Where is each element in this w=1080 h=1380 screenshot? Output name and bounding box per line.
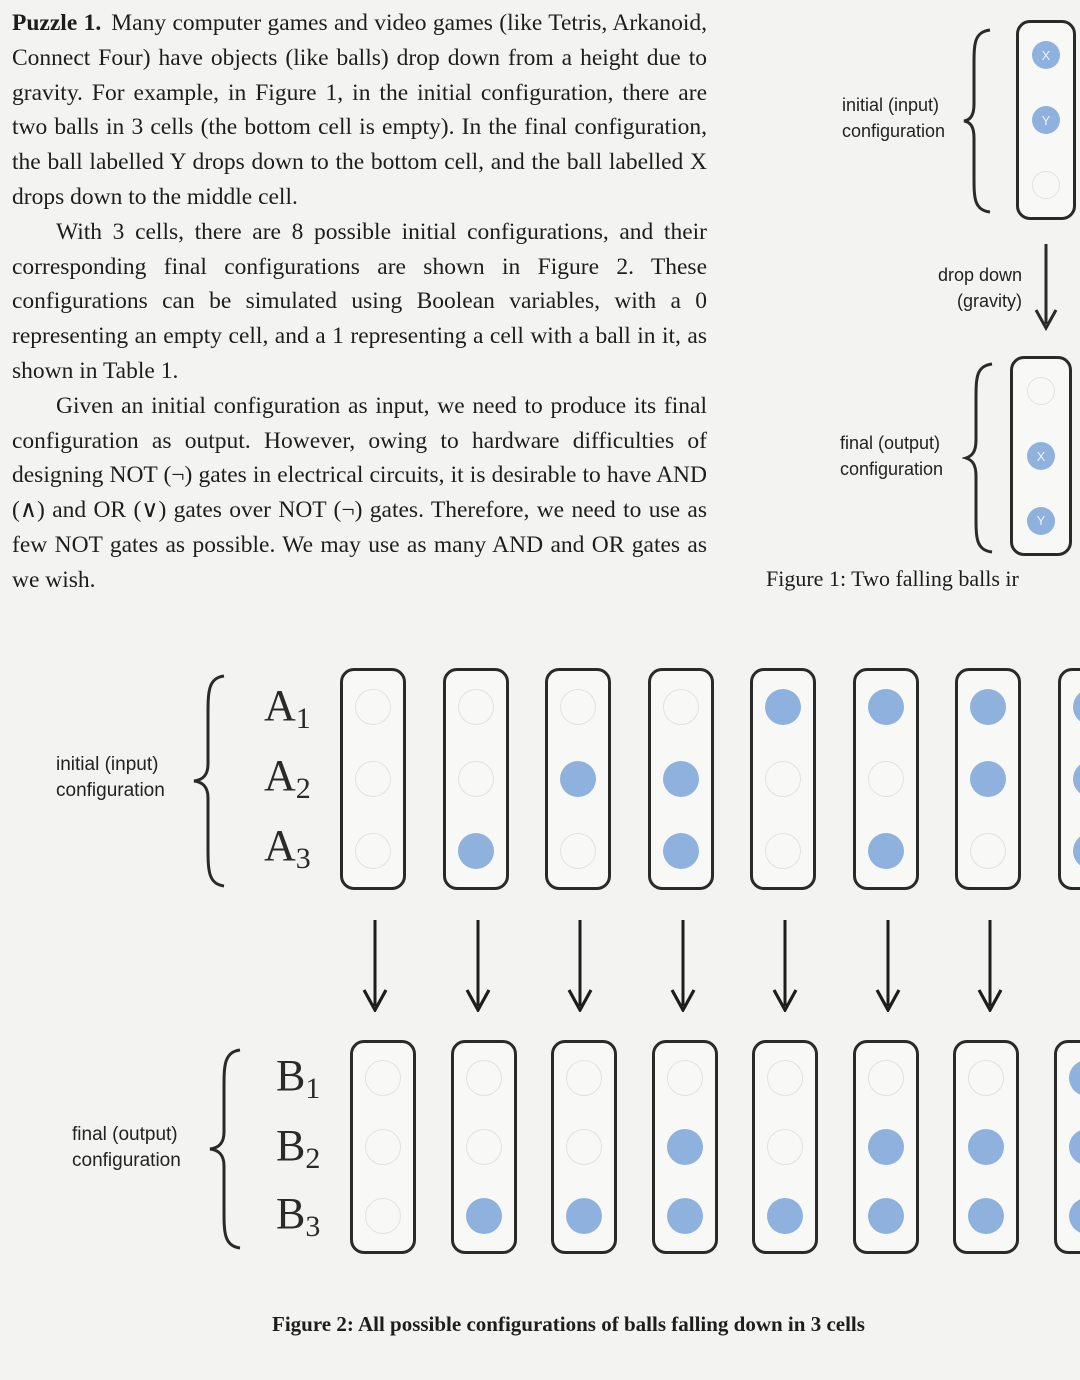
fig2-down-arrow-icon (874, 920, 902, 1012)
fig2-final-column-4 (652, 1040, 718, 1254)
fig1-initial-empty-cell (1032, 171, 1060, 199)
fig2-ball (970, 761, 1006, 797)
fig2-empty-cell (765, 761, 801, 797)
fig2-empty-cell (365, 1129, 401, 1165)
fig2-empty-cell (365, 1198, 401, 1234)
fig2-empty-cell (560, 689, 596, 725)
fig2-empty-cell (466, 1129, 502, 1165)
var-a1: $A_1$ (264, 681, 311, 735)
fig2-empty-cell (765, 833, 801, 869)
fig2-empty-cell (355, 833, 391, 869)
fig2-down-arrow-icon (361, 920, 389, 1012)
fig2-final-column-7 (953, 1040, 1019, 1254)
paragraph-1-text: Many computer games and video games (like Tetris, Arkanoid, Connect Four) have objects (like balls) drop down from a height due to gravity. For example, in Figure 1, in the initial configuration, there are two balls in 3 cells (the bottom cell is empty). In the final configuration, the ball labelled Y drops down to the bottom cell, and the ball labelled X drops down to the middle cell. (12, 10, 707, 210)
fig2-ball (968, 1198, 1004, 1234)
fig2-empty-cell (560, 833, 596, 869)
fig1-final-ball-y (1027, 507, 1055, 535)
var-b2: $B_2$ (276, 1121, 321, 1175)
fig2-ball (970, 689, 1006, 725)
fig1-final-label-line1: final (output) (840, 433, 941, 453)
fig1-down-arrow-icon (1034, 244, 1058, 332)
var-b1: $B_1$ (276, 1051, 321, 1105)
fig1-initial-ball-y (1032, 106, 1060, 134)
fig2-empty-cell (458, 689, 494, 725)
var-a3: $A_3$ (264, 821, 311, 875)
fig2-ball (466, 1198, 502, 1234)
fig2-down-arrow-icon (669, 920, 697, 1012)
fig2-down-arrow-icon (976, 920, 1004, 1012)
fig2-empty-cell (566, 1060, 602, 1096)
fig2-ball (968, 1129, 1004, 1165)
fig2-empty-cell (868, 761, 904, 797)
fig2-ball (560, 761, 596, 797)
paragraph-3: Given an initial configuration as input, we need to produce its final configuration as output. However, owing to hardware difficulties of designing NOT (¬) gates in electrical circuits, it is desirable to have AND (∧) and OR (∨) gates over NOT (¬) gates. Therefore, we need to use as few NOT gates as possible. We may use as many AND and OR gates as we wish. (12, 392, 707, 593)
fig2-ball (566, 1198, 602, 1234)
fig1-final-ball-label: Y (1036, 513, 1046, 529)
fig2-empty-cell (667, 1060, 703, 1096)
puzzle-text (12, 6, 707, 598)
fig2-initial-column-4 (648, 668, 714, 890)
fig2-ball (765, 689, 801, 725)
fig2-ball (868, 689, 904, 725)
fig2-ball (1073, 761, 1080, 797)
fig1-initial-label-line2: configuration (842, 121, 946, 141)
fig2-ball (1069, 1060, 1080, 1096)
fig2-ball (667, 1129, 703, 1165)
fig1-drop-label (938, 262, 1022, 314)
var-a2: $A_2$ (264, 751, 311, 805)
figure-2-caption: Figure 2: All possible configurations of balls falling down in 3 cells (272, 1312, 865, 1336)
fig2-empty-cell (968, 1060, 1004, 1096)
fig2-ball (1069, 1129, 1080, 1165)
fig2-empty-cell (365, 1060, 401, 1096)
fig1-initial-label-line1: initial (input) (842, 95, 940, 115)
fig2-empty-cell (355, 689, 391, 725)
fig2-empty-cell (767, 1129, 803, 1165)
fig2-final-column-8 (1054, 1040, 1080, 1254)
fig2-empty-cell (566, 1129, 602, 1165)
fig1-final-column (1010, 356, 1072, 556)
fig2-empty-cell (663, 689, 699, 725)
fig2-initial-column-3 (545, 668, 611, 890)
fig2-initial-column-7 (955, 668, 1021, 890)
fig2-empty-cell (868, 1060, 904, 1096)
fig2-down-arrow-icon (566, 920, 594, 1012)
fig2-final-column-1 (350, 1040, 416, 1254)
fig1-final-label-line2: configuration (840, 459, 944, 479)
fig2-ball (868, 833, 904, 869)
fig2-final-brace (206, 1046, 250, 1252)
fig1-final-brace (962, 360, 1002, 556)
fig2-ball (868, 1129, 904, 1165)
fig2-initial-column-8 (1058, 668, 1080, 890)
fig2-empty-cell (466, 1060, 502, 1096)
fig1-initial-column (1016, 20, 1076, 220)
fig2-initial-label-line1: initial (input) (56, 754, 159, 775)
fig2-empty-cell (458, 761, 494, 797)
fig2-final-label-line1: final (output) (72, 1124, 178, 1145)
fig2-empty-cell (355, 761, 391, 797)
fig1-final-ball-label: X (1036, 448, 1046, 464)
fig2-final-column-6 (853, 1040, 919, 1254)
fig2-down-arrow-icon (464, 920, 492, 1012)
fig2-ball (767, 1198, 803, 1234)
fig2-final-column-5 (752, 1040, 818, 1254)
fig2-initial-column-5 (750, 668, 816, 890)
fig2-initial-column-2 (443, 668, 509, 890)
paragraph-1 (12, 6, 707, 215)
fig2-initial-column-6 (853, 668, 919, 890)
fig2-down-arrow-icon (771, 920, 799, 1012)
fig2-final-column-3 (551, 1040, 617, 1254)
fig2-initial-column-1 (340, 668, 406, 890)
paragraph-2: With 3 cells, there are 8 possible initial configurations, and their corresponding final configurations are shown in Figure 2. These configurations can be simulated using Boolean variables, with a 0 representing an empty cell, and a 1 representing a cell with a ball in it, as shown in Table 1. (12, 218, 707, 384)
fig2-final-column-2 (451, 1040, 517, 1254)
fig2-ball (667, 1198, 703, 1234)
fig2-empty-cell (970, 833, 1006, 869)
puzzle-label: Puzzle 1. (12, 10, 102, 36)
fig2-ball (458, 833, 494, 869)
fig2-initial-brace (190, 672, 234, 890)
fig1-final-ball-x (1027, 442, 1055, 470)
fig2-final-label (72, 1122, 181, 1174)
fig1-initial-ball-x (1032, 41, 1060, 69)
figure-1-caption: Figure 1: Two falling balls ir (766, 566, 1019, 591)
var-b3: $B_3$ (276, 1189, 321, 1243)
fig1-drop-label-line2: (gravity) (957, 291, 1023, 311)
fig2-initial-label (56, 752, 165, 804)
fig1-drop-label-line1: drop down (938, 265, 1023, 285)
fig2-ball (663, 833, 699, 869)
fig2-ball (1073, 689, 1080, 725)
fig2-initial-label-line2: configuration (56, 780, 165, 801)
fig2-empty-cell (767, 1060, 803, 1096)
fig2-ball (663, 761, 699, 797)
fig2-final-label-line2: configuration (72, 1150, 181, 1171)
fig1-final-empty-cell (1027, 377, 1055, 405)
fig1-initial-ball-label: X (1041, 47, 1051, 63)
fig1-final-label (840, 430, 943, 482)
fig1-initial-ball-label: Y (1041, 112, 1051, 128)
fig2-ball (868, 1198, 904, 1234)
fig2-ball (1069, 1198, 1080, 1234)
fig1-initial-brace (960, 26, 1000, 216)
fig1-initial-label (842, 92, 945, 144)
fig2-ball (1073, 833, 1080, 869)
